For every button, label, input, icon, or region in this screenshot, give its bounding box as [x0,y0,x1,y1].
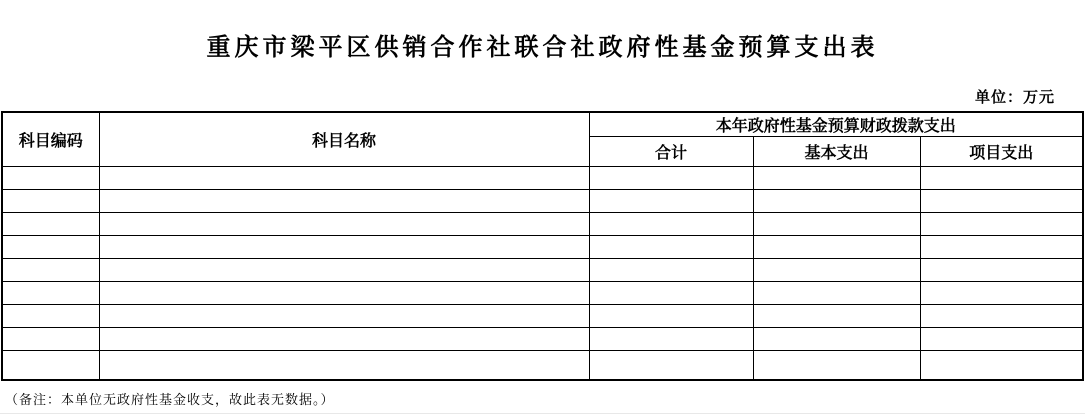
col-header-basic-expenditure: 基本支出 [753,137,920,167]
table-header [2,112,1083,167]
table-body [2,167,1083,380]
col-header-project-expenditure: 项目支出 [920,137,1083,167]
table-row [2,305,1083,328]
cell-basic [753,167,920,190]
cell-total [589,305,753,328]
cell-total [589,282,753,305]
table-row [2,282,1083,305]
col-header-total: 合计 [589,137,753,167]
cell-subject-code [2,236,99,259]
cell-project [920,236,1083,259]
cell-subject-name [99,305,589,328]
cell-total [589,167,753,190]
cell-subject-code [2,167,99,190]
cell-subject-code [2,259,99,282]
cell-basic [753,351,920,380]
cell-project [920,213,1083,236]
cell-project [920,328,1083,351]
cell-total [589,259,753,282]
table-row [2,259,1083,282]
cell-project [920,259,1083,282]
table-row [2,328,1083,351]
header-row-group [2,112,1083,137]
cell-basic [753,328,920,351]
unit-label: 单位：万元 [974,89,1055,106]
bottom-rule [0,413,1085,414]
col-header-subject-code: 科目编码 [2,112,99,167]
cell-subject-name [99,351,589,380]
cell-subject-name [99,259,589,282]
cell-basic [753,190,920,213]
cell-total [589,236,753,259]
cell-project [920,167,1083,190]
table-row [2,351,1083,380]
table-row [2,167,1083,190]
table-row [2,213,1083,236]
cell-basic [753,213,920,236]
cell-basic [753,236,920,259]
cell-basic [753,259,920,282]
cell-total [589,351,753,380]
cell-project [920,351,1083,380]
cell-subject-name [99,282,589,305]
cell-subject-name [99,236,589,259]
cell-subject-name [99,328,589,351]
cell-subject-code [2,282,99,305]
col-header-subject-name: 科目名称 [99,112,589,167]
cell-subject-code [2,305,99,328]
cell-project [920,305,1083,328]
cell-subject-code [2,190,99,213]
page-title: 重庆市梁平区供销合作社联合社政府性基金预算支出表 [206,34,879,61]
cell-subject-code [2,351,99,380]
footer-note: （备注：本单位无政府性基金收支，故此表无数据。） [5,392,335,407]
cell-subject-name [99,167,589,190]
cell-subject-name [99,213,589,236]
cell-project [920,282,1083,305]
cell-subject-name [99,190,589,213]
budget-table [1,111,1084,381]
cell-total [589,213,753,236]
cell-basic [753,282,920,305]
cell-subject-code [2,328,99,351]
cell-project [920,190,1083,213]
table-row [2,190,1083,213]
table-row [2,236,1083,259]
cell-total [589,190,753,213]
cell-basic [753,305,920,328]
cell-subject-code [2,213,99,236]
group-header-fund-budget-expenditure: 本年政府性基金预算财政拨款支出 [589,112,1083,137]
cell-total [589,328,753,351]
